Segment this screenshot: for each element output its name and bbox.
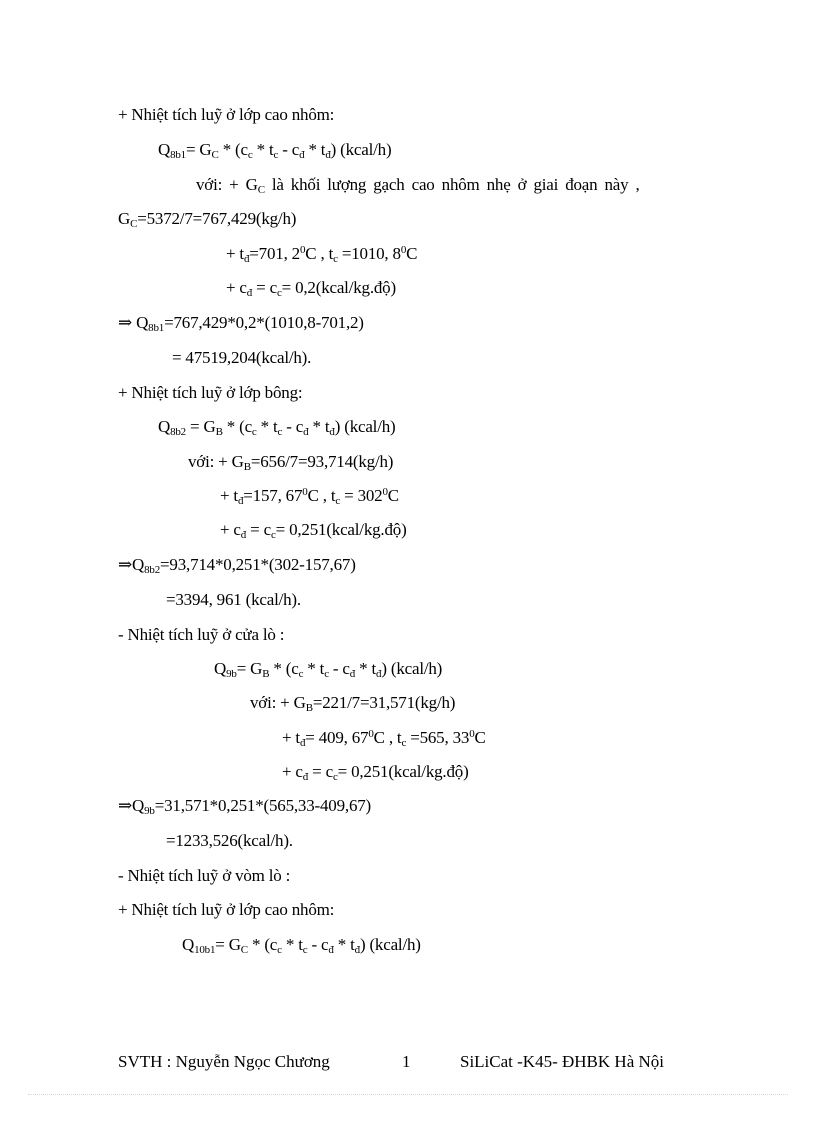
page-bottom-divider <box>28 1094 788 1095</box>
calculation-q8b2: $\Rightarrow Q_{8b2}=93,714*0,251*(302-157,67)$ <box>118 555 356 576</box>
formula-q10b1: $Q_{10b1}= G_C * (c_c * t_c - c_đ * t_đ)$ (kcal/h) <box>182 935 421 956</box>
heading-vault-alumina: + Nhiệt tích luỹ ở lớp cao nhôm: <box>118 900 335 919</box>
result-q9b: =1233,526(kcal/h). <box>166 831 293 850</box>
value-gc: $G_C=5372/7=767,429(kg/h)$ <box>118 209 297 230</box>
definition-gc: với: + $G_C$ là khối lượng gạch cao nhôm nhẹ ở giai đoạn này , <box>196 175 640 196</box>
formula-q8b2: $Q_{8b2} = G_B * (c_c * t_c - c_đ * t_đ)$ (kcal/h) <box>158 417 396 438</box>
temperatures-door: + $t_đ= 409$, $67^0C$ , $t_c =565$, $33^0C$ <box>282 728 486 749</box>
value-gb-wool: với: + $G_B=656/7=93,714(kg/h)$ <box>188 452 394 473</box>
result-q8b1: = 47519,204(kcal/h). <box>172 348 312 367</box>
temperatures-alumina: + $t_đ=701$, $2^0C$ , $t_c =1010$, $8^0C$ <box>226 244 418 265</box>
formula-q9b: $Q_{9b}= G_B * (c_c * t_c - c_đ * t_đ)$ (kcal/h) <box>214 659 443 680</box>
footer-page-number: 1 <box>402 1052 411 1071</box>
specific-heat-door: + $c_đ = c_c=$ 0,251(kcal/kg.độ) <box>282 762 469 783</box>
specific-heat-alumina: + $c_đ = c_c=$ 0,2(kcal/kg.độ) <box>226 278 396 299</box>
calculation-q9b: $\Rightarrow Q_{9b}=31,571*0,251*(565,33-409,67)$ <box>118 796 372 817</box>
heading-kiln-vault: - Nhiệt tích luỹ ở vòm lò : <box>118 866 291 885</box>
formula-q8b1: $Q_{8b1}= G_C * (c_c * t_c - c_đ * t_đ)$ (kcal/h) <box>158 140 392 161</box>
footer-author: SVTH : Nguyễn Ngọc Chương <box>118 1052 330 1071</box>
heading-kiln-door: - Nhiệt tích luỹ ở cửa lò : <box>118 625 285 644</box>
heading-insulation-wool: + Nhiệt tích luỹ ở lớp bông: <box>118 383 303 402</box>
value-gb-door: với: + $G_B=221/7=31,571(kg/h)$ <box>250 693 456 714</box>
footer-affiliation: SiLiCat -K45- ĐHBK Hà Nội <box>460 1052 664 1071</box>
calculation-q8b1: ⇒ $Q_{8b1}=767,429*0,2*(1010,8-701,2)$ <box>118 313 364 334</box>
heading-insulation-alumina: + Nhiệt tích luỹ ở lớp cao nhôm: <box>118 105 335 124</box>
specific-heat-wool: + $c_đ = c_c=$ 0,251(kcal/kg.độ) <box>220 520 407 541</box>
result-q8b2: =3394, 961 (kcal/h). <box>166 590 301 609</box>
temperatures-wool: + $t_đ=157$, $67^0C$ , $t_c = 302^0C$ <box>220 486 399 507</box>
